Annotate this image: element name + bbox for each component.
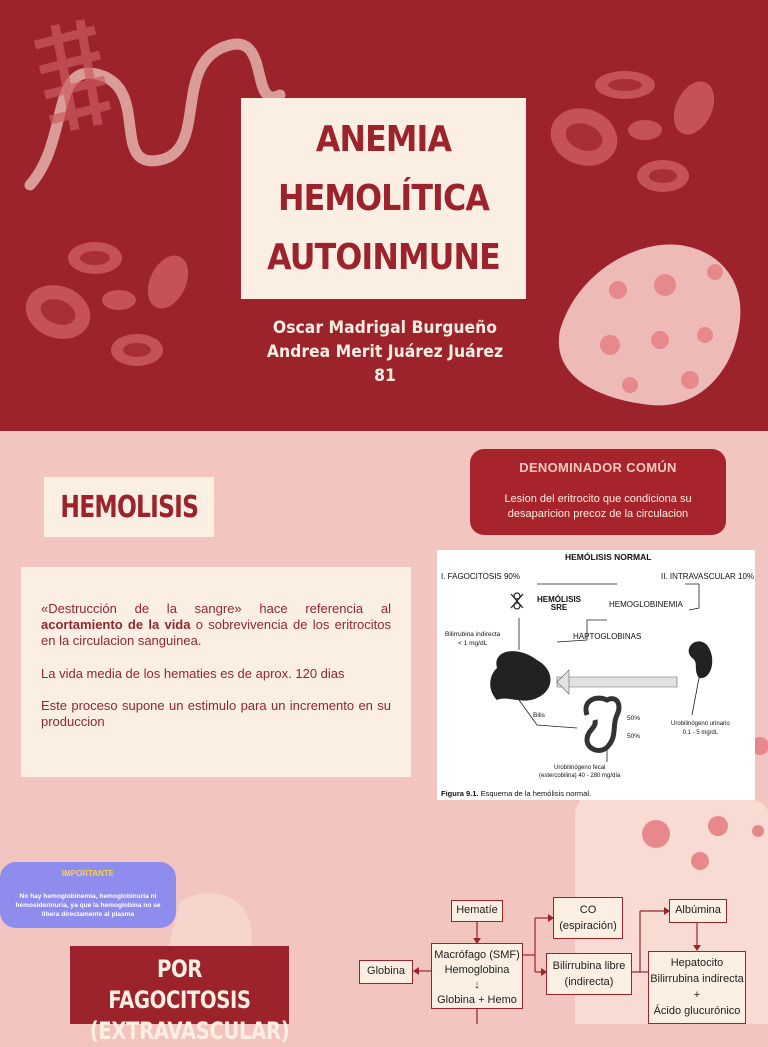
figure-bilirrubina: Bilirrubina indirecta < 1 mg/dL xyxy=(445,631,501,647)
definition-paragraph: «Destrucción de la sangre» hace referencia al acortamiento de la vida o sobrevivencia de los eritrocitos en la circulacion sanguinea. xyxy=(41,601,391,648)
fagocitosis-line-1: POR FAGOCITOSIS xyxy=(108,955,251,1014)
title-line-1: ANEMIA xyxy=(315,119,452,160)
importante-title: IMPORTANTE xyxy=(61,869,115,878)
figure-bilis: Bilis xyxy=(533,712,545,719)
bilirrubina-libre-node: Bilirrubina libre (indirecta) xyxy=(546,953,632,995)
co-node: CO (espiración) xyxy=(553,897,623,939)
group-number: 81 xyxy=(374,366,396,386)
denominador-text: Lesion del eritrocito que condiciona su desaparicion precoz de la circulacion xyxy=(504,493,692,520)
fagocitosis-line-2: (EXTRAVASCULAR) xyxy=(89,1017,290,1045)
albumina-node: Albúmina xyxy=(669,899,727,923)
figure-right-label: II. INTRAVASCULAR 10% xyxy=(661,572,755,581)
hepatocito-node: Hepatocito Bilirrubina indirecta + Ácido glucurónico xyxy=(648,951,746,1024)
figure-sre: HEMÓLISIS SRE xyxy=(537,595,582,612)
hemolisis-heading: HEMOLISIS xyxy=(44,477,214,537)
title-line-3: AUTOINMUNE xyxy=(267,237,500,278)
figure-urobilinogeno-fecal: Urobilinógeno fecal (estercobilina) 40 - 280 mg/día xyxy=(539,765,621,779)
figure-hemoglobinemia: HEMOGLOBINEMIA xyxy=(609,600,683,609)
author-2: Andrea Merit Juárez Juárez xyxy=(266,342,504,362)
title-line-2: HEMOLÍTICA xyxy=(278,178,489,219)
denominador-title: DENOMINADOR COMÚN xyxy=(519,460,677,475)
half-life-paragraph: La vida media de los hematies es de aprox. 120 dias xyxy=(41,666,345,681)
figure-left-label: I. FAGOCITOSIS 90% xyxy=(441,572,520,581)
stimulus-paragraph: Este proceso supone un estimulo para un incremento en su produccion xyxy=(41,698,391,729)
figure-caption: Figura 9.1. Esquema de la hemólisis normal. xyxy=(441,789,592,798)
figure-heading: HEMÓLISIS NORMAL xyxy=(565,552,652,562)
figure-pct-a: 50% xyxy=(627,715,641,722)
figure-pct-b: 50% xyxy=(627,733,641,740)
globina-node: Globina xyxy=(359,960,413,984)
importante-text: No hay hemoglobinemia, hemoglobinuria ni hemosiderinuria, ya que la hemoglobina no se libera directamente al plasma xyxy=(15,893,161,918)
figure-urobilinogeno-urinario: Urobilinógeno urinario 0.1 - 5 mg/dL xyxy=(671,721,730,736)
macrofago-node: Macrófago (SMF) Hemoglobina ↓ Globina + Hemo xyxy=(431,943,523,1009)
hematie-node: Hematíe xyxy=(451,900,503,922)
author-1: Oscar Madrigal Burgueño xyxy=(272,318,498,338)
figure-haptoglobinas: HAPTOGLOBINAS xyxy=(573,632,642,641)
